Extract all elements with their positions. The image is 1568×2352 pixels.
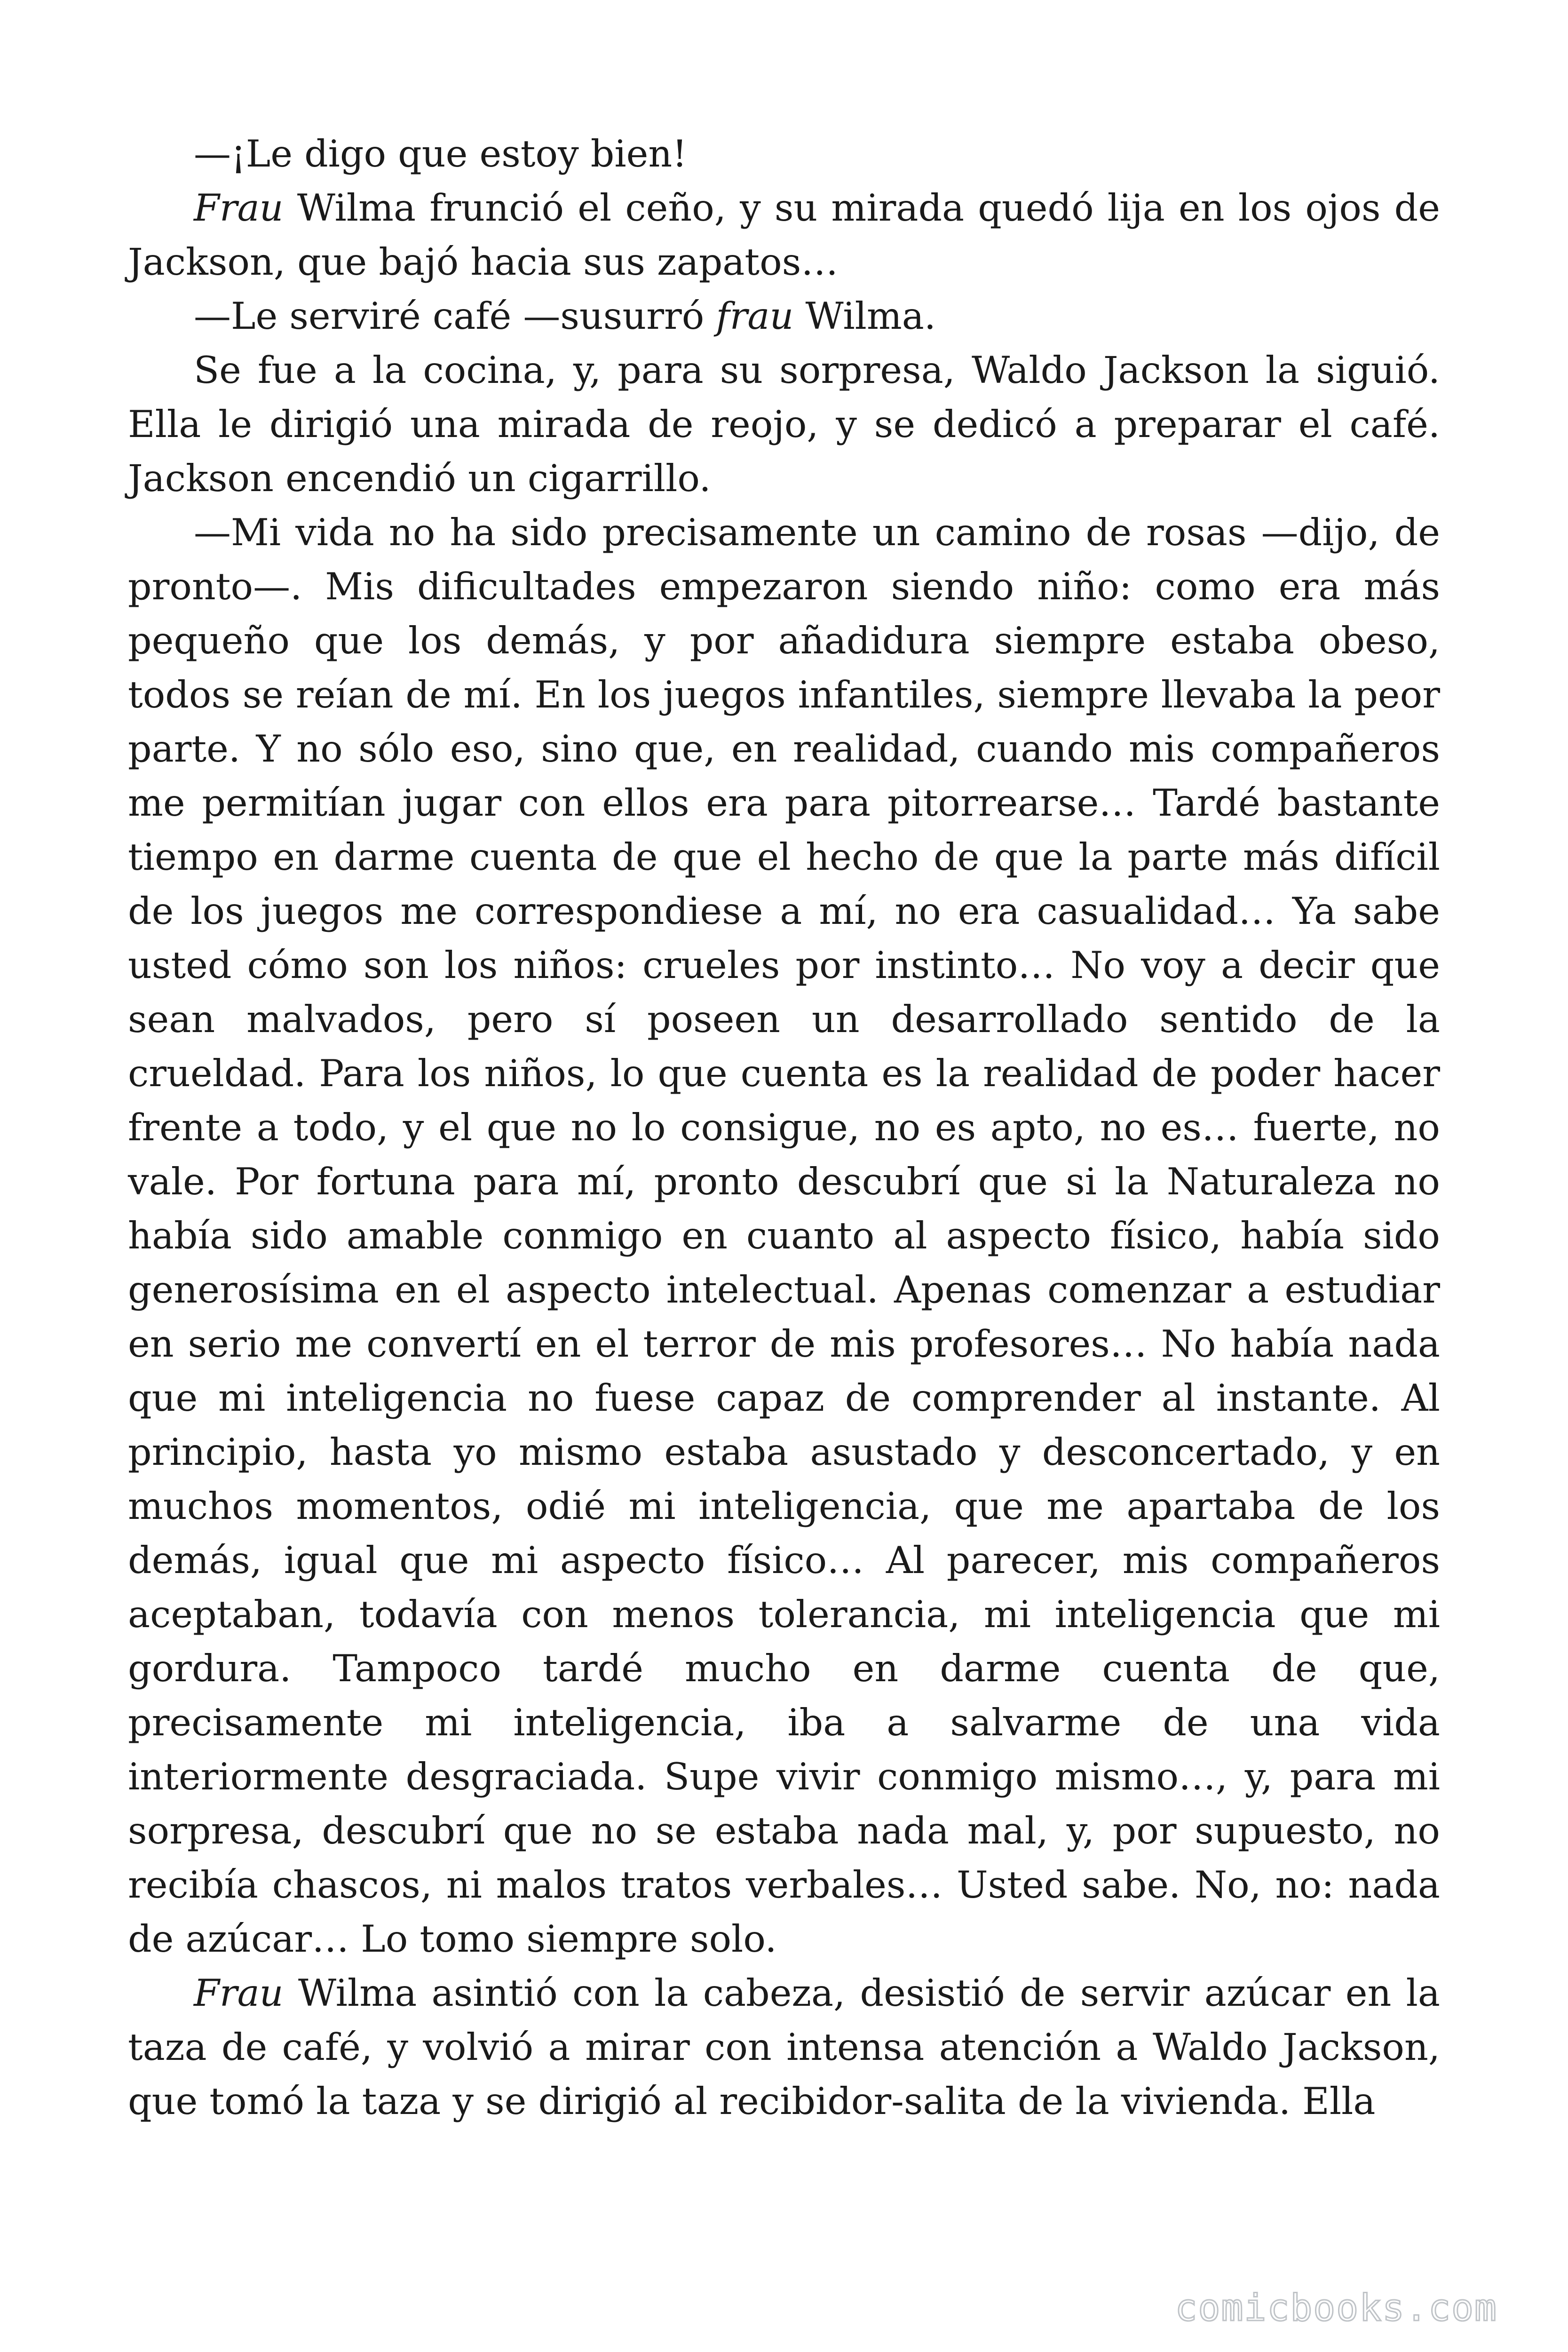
paragraph-4 (128, 343, 1440, 506)
paragraph-3 (128, 289, 1440, 343)
paragraph-5 (128, 506, 1440, 1966)
paragraph-3-text-b: Wilma. (793, 294, 936, 338)
body-text (128, 127, 1440, 2129)
paragraph-6-text: Wilma asintió con la cabeza, desistió de servir azúcar en la taza de café, y volvió a mirar con intensa atención a Waldo Jackson, que tomó la taza y se dirigió al recibidor-salita de la vivienda. Ella (128, 1971, 1440, 2123)
italic-word-frau: Frau (194, 1971, 284, 2015)
paragraph-1 (128, 127, 1440, 181)
paragraph-6 (128, 1966, 1440, 2129)
paragraph-5-text: —Mi vida no ha sido precisamente un camino de rosas —dijo, de pronto—. Mis dificultades empezaron siendo niño: como era más pequeño que los demás, y por añadidura siempre estaba obeso, todos se reían de mí. En los juegos infantiles, siempre llevaba la peor parte. Y no sólo eso, sino que, en realidad, cuando mis compañeros me permitían jugar con ellos era para pitorrearse… Tardé bastante tiempo en darme cuenta de que el hecho de que la parte más difícil de los juegos me correspondiese a mí, no era casualidad… Ya sabe usted cómo son los niños: crueles por instinto… No voy a decir que sean malvados, pero sí poseen un desarrollado sentido de la crueldad. Para los niños, lo que cuenta es la realidad de poder hacer frente a todo, y el que no lo consigue, no es apto, no es… fuerte, no vale. Por fortuna para mí, pronto descubrí que si la Naturaleza no había sido amable conmigo en cuanto al aspecto físico, había sido generosísima en el aspecto intelectual. Apenas comenzar a estudiar en serio me convertí en el terror de mis profesores… No había nada que mi inteligencia no fuese capaz de comprender al instante. Al principio, hasta yo mismo estaba asustado y desconcertado, y en muchos momentos, odié mi inteligencia, que me apartaba de los demás, igual que mi aspecto físico… Al parecer, mis compañeros aceptaban, todavía con menos tolerancia, mi inteligencia que mi gordura. Tampoco tardé mucho en darme cuenta de que, precisamente mi inteligencia, iba a salvarme de una vida interiormente desgraciada. Supe vivir conmigo mismo…, y, para mi sorpresa, descubrí que no se estaba nada mal, y, por supuesto, no recibía chascos, ni malos tratos verbales… Usted sabe. No, no: nada de azúcar… Lo tomo siempre solo. (128, 511, 1440, 1961)
paragraph-2 (128, 181, 1440, 289)
paragraph-4-text: Se fue a la cocina, y, para su sorpresa, Waldo Jackson la siguió. Ella le dirigió una mirada de reojo, y se dedicó a preparar el café. Jackson encendió un cigarrillo. (128, 349, 1440, 500)
italic-word-frau: frau (716, 294, 794, 338)
paragraph-2-text: Wilma frunció el ceño, y su mirada quedó lija en los ojos de Jackson, que bajó hacia sus zapatos… (128, 186, 1440, 284)
paragraph-3-text-a: —Le serviré café —susurró (194, 294, 716, 338)
italic-word-frau: Frau (194, 186, 284, 230)
paragraph-1-text: —¡Le digo que estoy bien! (194, 132, 688, 175)
watermark: comicbooks.com (1175, 2287, 1497, 2329)
